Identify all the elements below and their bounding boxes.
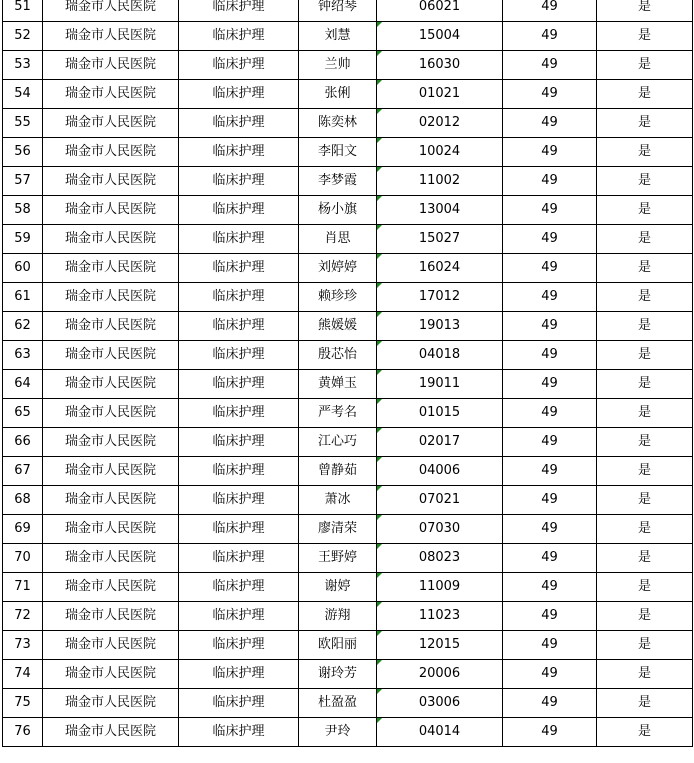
- cell-hospital[interactable]: 瑞金市人民医院: [43, 718, 179, 747]
- cell-pass[interactable]: 是: [597, 80, 693, 109]
- cell-no[interactable]: 64: [3, 370, 43, 399]
- cell-hospital[interactable]: 瑞金市人民医院: [43, 457, 179, 486]
- cell-name[interactable]: 李阳文: [299, 138, 377, 167]
- cell-name[interactable]: 杨小旗: [299, 196, 377, 225]
- cell-no[interactable]: 60: [3, 254, 43, 283]
- cell-position[interactable]: 临床护理: [179, 718, 299, 747]
- cell-name[interactable]: 熊媛媛: [299, 312, 377, 341]
- cell-no[interactable]: 72: [3, 602, 43, 631]
- table-row[interactable]: [3, 341, 693, 370]
- cell-position[interactable]: 临床护理: [179, 689, 299, 718]
- cell-score[interactable]: 49: [503, 573, 597, 602]
- cell-code[interactable]: 11009: [377, 573, 503, 602]
- table-row[interactable]: [3, 80, 693, 109]
- cell-position[interactable]: 临床护理: [179, 51, 299, 80]
- table-row[interactable]: [3, 225, 693, 254]
- cell-no[interactable]: 59: [3, 225, 43, 254]
- cell-position[interactable]: 临床护理: [179, 399, 299, 428]
- cell-score[interactable]: 49: [503, 167, 597, 196]
- table-row[interactable]: [3, 283, 693, 312]
- cell-name[interactable]: 严考名: [299, 399, 377, 428]
- cell-no[interactable]: 53: [3, 51, 43, 80]
- cell-code[interactable]: 06021: [377, 0, 503, 22]
- cell-pass[interactable]: 是: [597, 312, 693, 341]
- cell-hospital[interactable]: 瑞金市人民医院: [43, 196, 179, 225]
- cell-no[interactable]: 54: [3, 80, 43, 109]
- cell-score[interactable]: 49: [503, 660, 597, 689]
- cell-pass[interactable]: 是: [597, 718, 693, 747]
- cell-score[interactable]: 49: [503, 283, 597, 312]
- cell-position[interactable]: 临床护理: [179, 602, 299, 631]
- cell-no[interactable]: 51: [3, 0, 43, 22]
- cell-position[interactable]: 临床护理: [179, 138, 299, 167]
- table-row[interactable]: [3, 689, 693, 718]
- table-row[interactable]: [3, 544, 693, 573]
- cell-no[interactable]: 63: [3, 341, 43, 370]
- cell-no[interactable]: 52: [3, 22, 43, 51]
- cell-name[interactable]: 赖珍珍: [299, 283, 377, 312]
- table-row[interactable]: [3, 138, 693, 167]
- cell-code[interactable]: 01021: [377, 80, 503, 109]
- cell-name[interactable]: 谢玲芳: [299, 660, 377, 689]
- table-body: [3, 0, 693, 747]
- cell-pass[interactable]: 是: [597, 486, 693, 515]
- cell-no[interactable]: 66: [3, 428, 43, 457]
- cell-hospital[interactable]: 瑞金市人民医院: [43, 167, 179, 196]
- cell-pass[interactable]: 是: [597, 660, 693, 689]
- cell-pass[interactable]: 是: [597, 370, 693, 399]
- cell-position[interactable]: 临床护理: [179, 80, 299, 109]
- cell-hospital[interactable]: 瑞金市人民医院: [43, 138, 179, 167]
- cell-hospital[interactable]: 瑞金市人民医院: [43, 312, 179, 341]
- cell-score[interactable]: 49: [503, 138, 597, 167]
- cell-score[interactable]: 49: [503, 428, 597, 457]
- cell-pass[interactable]: 是: [597, 689, 693, 718]
- cell-score[interactable]: 49: [503, 486, 597, 515]
- cell-code[interactable]: 15004: [377, 22, 503, 51]
- cell-position[interactable]: 临床护理: [179, 370, 299, 399]
- cell-no[interactable]: 75: [3, 689, 43, 718]
- cell-score[interactable]: 49: [503, 80, 597, 109]
- cell-score[interactable]: 49: [503, 196, 597, 225]
- table-row[interactable]: [3, 0, 693, 22]
- cell-hospital[interactable]: 瑞金市人民医院: [43, 109, 179, 138]
- cell-pass[interactable]: 是: [597, 167, 693, 196]
- cell-name[interactable]: 肖思: [299, 225, 377, 254]
- table-row[interactable]: [3, 109, 693, 138]
- cell-no[interactable]: 74: [3, 660, 43, 689]
- cell-no[interactable]: 70: [3, 544, 43, 573]
- cell-pass[interactable]: 是: [597, 109, 693, 138]
- cell-name[interactable]: 萧冰: [299, 486, 377, 515]
- cell-name[interactable]: 黄婵玉: [299, 370, 377, 399]
- cell-pass[interactable]: 是: [597, 631, 693, 660]
- cell-position[interactable]: 临床护理: [179, 283, 299, 312]
- cell-pass[interactable]: 是: [597, 602, 693, 631]
- cell-hospital[interactable]: 瑞金市人民医院: [43, 254, 179, 283]
- cell-code[interactable]: 02012: [377, 109, 503, 138]
- cell-code[interactable]: 11023: [377, 602, 503, 631]
- table-row[interactable]: [3, 718, 693, 747]
- cell-name[interactable]: 兰帅: [299, 51, 377, 80]
- cell-no[interactable]: 65: [3, 399, 43, 428]
- cell-name[interactable]: 张俐: [299, 80, 377, 109]
- cell-code[interactable]: 04018: [377, 341, 503, 370]
- cell-position[interactable]: 临床护理: [179, 544, 299, 573]
- cell-name[interactable]: 杜盈盈: [299, 689, 377, 718]
- cell-pass[interactable]: 是: [597, 341, 693, 370]
- cell-position[interactable]: 临床护理: [179, 660, 299, 689]
- cell-position[interactable]: 临床护理: [179, 631, 299, 660]
- cell-name[interactable]: 钟绍琴: [299, 0, 377, 22]
- cell-no[interactable]: 67: [3, 457, 43, 486]
- cell-pass[interactable]: 是: [597, 399, 693, 428]
- cell-hospital[interactable]: 瑞金市人民医院: [43, 544, 179, 573]
- cell-no[interactable]: 71: [3, 573, 43, 602]
- cell-hospital[interactable]: 瑞金市人民医院: [43, 399, 179, 428]
- results-table: [2, 0, 693, 747]
- cell-pass[interactable]: 是: [597, 225, 693, 254]
- table-row[interactable]: [3, 457, 693, 486]
- cell-position[interactable]: 临床护理: [179, 573, 299, 602]
- cell-code[interactable]: 19013: [377, 312, 503, 341]
- cell-code[interactable]: 07021: [377, 486, 503, 515]
- cell-code[interactable]: 16024: [377, 254, 503, 283]
- cell-pass[interactable]: 是: [597, 138, 693, 167]
- cell-code[interactable]: 08023: [377, 544, 503, 573]
- cell-hospital[interactable]: 瑞金市人民医院: [43, 341, 179, 370]
- cell-code[interactable]: 03006: [377, 689, 503, 718]
- cell-score[interactable]: 49: [503, 312, 597, 341]
- cell-name[interactable]: 廖清荣: [299, 515, 377, 544]
- cell-hospital[interactable]: 瑞金市人民医院: [43, 22, 179, 51]
- cell-score[interactable]: 49: [503, 22, 597, 51]
- cell-pass[interactable]: 是: [597, 544, 693, 573]
- cell-score[interactable]: 49: [503, 399, 597, 428]
- cell-name[interactable]: 陈奕林: [299, 109, 377, 138]
- cell-name[interactable]: 尹玲: [299, 718, 377, 747]
- cell-hospital[interactable]: 瑞金市人民医院: [43, 689, 179, 718]
- table-row[interactable]: [3, 51, 693, 80]
- cell-name[interactable]: 欧阳丽: [299, 631, 377, 660]
- cell-code[interactable]: 01015: [377, 399, 503, 428]
- cell-pass[interactable]: 是: [597, 22, 693, 51]
- table-row[interactable]: [3, 312, 693, 341]
- cell-code[interactable]: 10024: [377, 138, 503, 167]
- cell-score[interactable]: 49: [503, 254, 597, 283]
- cell-pass[interactable]: 是: [597, 283, 693, 312]
- cell-code[interactable]: 13004: [377, 196, 503, 225]
- cell-name[interactable]: 刘慧: [299, 22, 377, 51]
- cell-score[interactable]: 49: [503, 457, 597, 486]
- cell-no[interactable]: 61: [3, 283, 43, 312]
- cell-name[interactable]: 曾静茹: [299, 457, 377, 486]
- cell-no[interactable]: 69: [3, 515, 43, 544]
- cell-code[interactable]: 11002: [377, 167, 503, 196]
- cell-code[interactable]: 17012: [377, 283, 503, 312]
- cell-position[interactable]: 临床护理: [179, 109, 299, 138]
- cell-position[interactable]: 临床护理: [179, 312, 299, 341]
- cell-no[interactable]: 58: [3, 196, 43, 225]
- cell-position[interactable]: 临床护理: [179, 515, 299, 544]
- cell-position[interactable]: 临床护理: [179, 428, 299, 457]
- cell-no[interactable]: 76: [3, 718, 43, 747]
- cell-code[interactable]: 16030: [377, 51, 503, 80]
- cell-code[interactable]: 02017: [377, 428, 503, 457]
- cell-score[interactable]: 49: [503, 109, 597, 138]
- cell-name[interactable]: 江心巧: [299, 428, 377, 457]
- cell-hospital[interactable]: 瑞金市人民医院: [43, 660, 179, 689]
- cell-name[interactable]: 刘婷婷: [299, 254, 377, 283]
- cell-hospital[interactable]: 瑞金市人民医院: [43, 602, 179, 631]
- cell-score[interactable]: 49: [503, 544, 597, 573]
- cell-pass[interactable]: 是: [597, 573, 693, 602]
- cell-score[interactable]: 49: [503, 51, 597, 80]
- cell-hospital[interactable]: 瑞金市人民医院: [43, 0, 179, 22]
- cell-name[interactable]: 殷芯怡: [299, 341, 377, 370]
- cell-code[interactable]: 19011: [377, 370, 503, 399]
- cell-code[interactable]: 04014: [377, 718, 503, 747]
- cell-pass[interactable]: 是: [597, 51, 693, 80]
- cell-pass[interactable]: 是: [597, 196, 693, 225]
- cell-hospital[interactable]: 瑞金市人民医院: [43, 573, 179, 602]
- cell-pass[interactable]: 是: [597, 515, 693, 544]
- cell-no[interactable]: 55: [3, 109, 43, 138]
- cell-score[interactable]: 49: [503, 602, 597, 631]
- cell-code[interactable]: 15027: [377, 225, 503, 254]
- cell-hospital[interactable]: 瑞金市人民医院: [43, 283, 179, 312]
- cell-pass[interactable]: 是: [597, 254, 693, 283]
- table-row[interactable]: [3, 515, 693, 544]
- cell-score[interactable]: 49: [503, 631, 597, 660]
- cell-position[interactable]: 临床护理: [179, 0, 299, 22]
- cell-score[interactable]: 49: [503, 370, 597, 399]
- cell-name[interactable]: 谢婷: [299, 573, 377, 602]
- table-row[interactable]: [3, 167, 693, 196]
- cell-no[interactable]: 68: [3, 486, 43, 515]
- table-row[interactable]: [3, 631, 693, 660]
- table-row[interactable]: [3, 573, 693, 602]
- cell-position[interactable]: 临床护理: [179, 457, 299, 486]
- cell-code[interactable]: 07030: [377, 515, 503, 544]
- table-row[interactable]: [3, 254, 693, 283]
- cell-score[interactable]: 49: [503, 0, 597, 22]
- cell-hospital[interactable]: 瑞金市人民医院: [43, 225, 179, 254]
- cell-pass[interactable]: 是: [597, 428, 693, 457]
- cell-hospital[interactable]: 瑞金市人民医院: [43, 80, 179, 109]
- cell-position[interactable]: 临床护理: [179, 22, 299, 51]
- cell-position[interactable]: 临床护理: [179, 254, 299, 283]
- cell-position[interactable]: 临床护理: [179, 225, 299, 254]
- table-row[interactable]: [3, 486, 693, 515]
- cell-hospital[interactable]: 瑞金市人民医院: [43, 428, 179, 457]
- cell-pass[interactable]: 是: [597, 457, 693, 486]
- cell-pass[interactable]: 是: [597, 0, 693, 22]
- table-row[interactable]: [3, 660, 693, 689]
- table-row[interactable]: [3, 22, 693, 51]
- table-row[interactable]: [3, 428, 693, 457]
- table-row[interactable]: [3, 370, 693, 399]
- cell-no[interactable]: 56: [3, 138, 43, 167]
- cell-score[interactable]: 49: [503, 341, 597, 370]
- cell-code[interactable]: 20006: [377, 660, 503, 689]
- cell-hospital[interactable]: 瑞金市人民医院: [43, 631, 179, 660]
- cell-code[interactable]: 12015: [377, 631, 503, 660]
- cell-position[interactable]: 临床护理: [179, 167, 299, 196]
- cell-no[interactable]: 57: [3, 167, 43, 196]
- cell-position[interactable]: 临床护理: [179, 196, 299, 225]
- cell-hospital[interactable]: 瑞金市人民医院: [43, 486, 179, 515]
- cell-score[interactable]: 49: [503, 689, 597, 718]
- table-row[interactable]: [3, 196, 693, 225]
- cell-hospital[interactable]: 瑞金市人民医院: [43, 370, 179, 399]
- cell-position[interactable]: 临床护理: [179, 341, 299, 370]
- cell-name[interactable]: 游翔: [299, 602, 377, 631]
- table-row[interactable]: [3, 399, 693, 428]
- cell-no[interactable]: 62: [3, 312, 43, 341]
- cell-hospital[interactable]: 瑞金市人民医院: [43, 51, 179, 80]
- cell-score[interactable]: 49: [503, 225, 597, 254]
- cell-hospital[interactable]: 瑞金市人民医院: [43, 515, 179, 544]
- cell-no[interactable]: 73: [3, 631, 43, 660]
- cell-score[interactable]: 49: [503, 718, 597, 747]
- cell-position[interactable]: 临床护理: [179, 486, 299, 515]
- cell-score[interactable]: 49: [503, 515, 597, 544]
- table-row[interactable]: [3, 602, 693, 631]
- cell-name[interactable]: 李梦霞: [299, 167, 377, 196]
- cell-name[interactable]: 王野婷: [299, 544, 377, 573]
- cell-code[interactable]: 04006: [377, 457, 503, 486]
